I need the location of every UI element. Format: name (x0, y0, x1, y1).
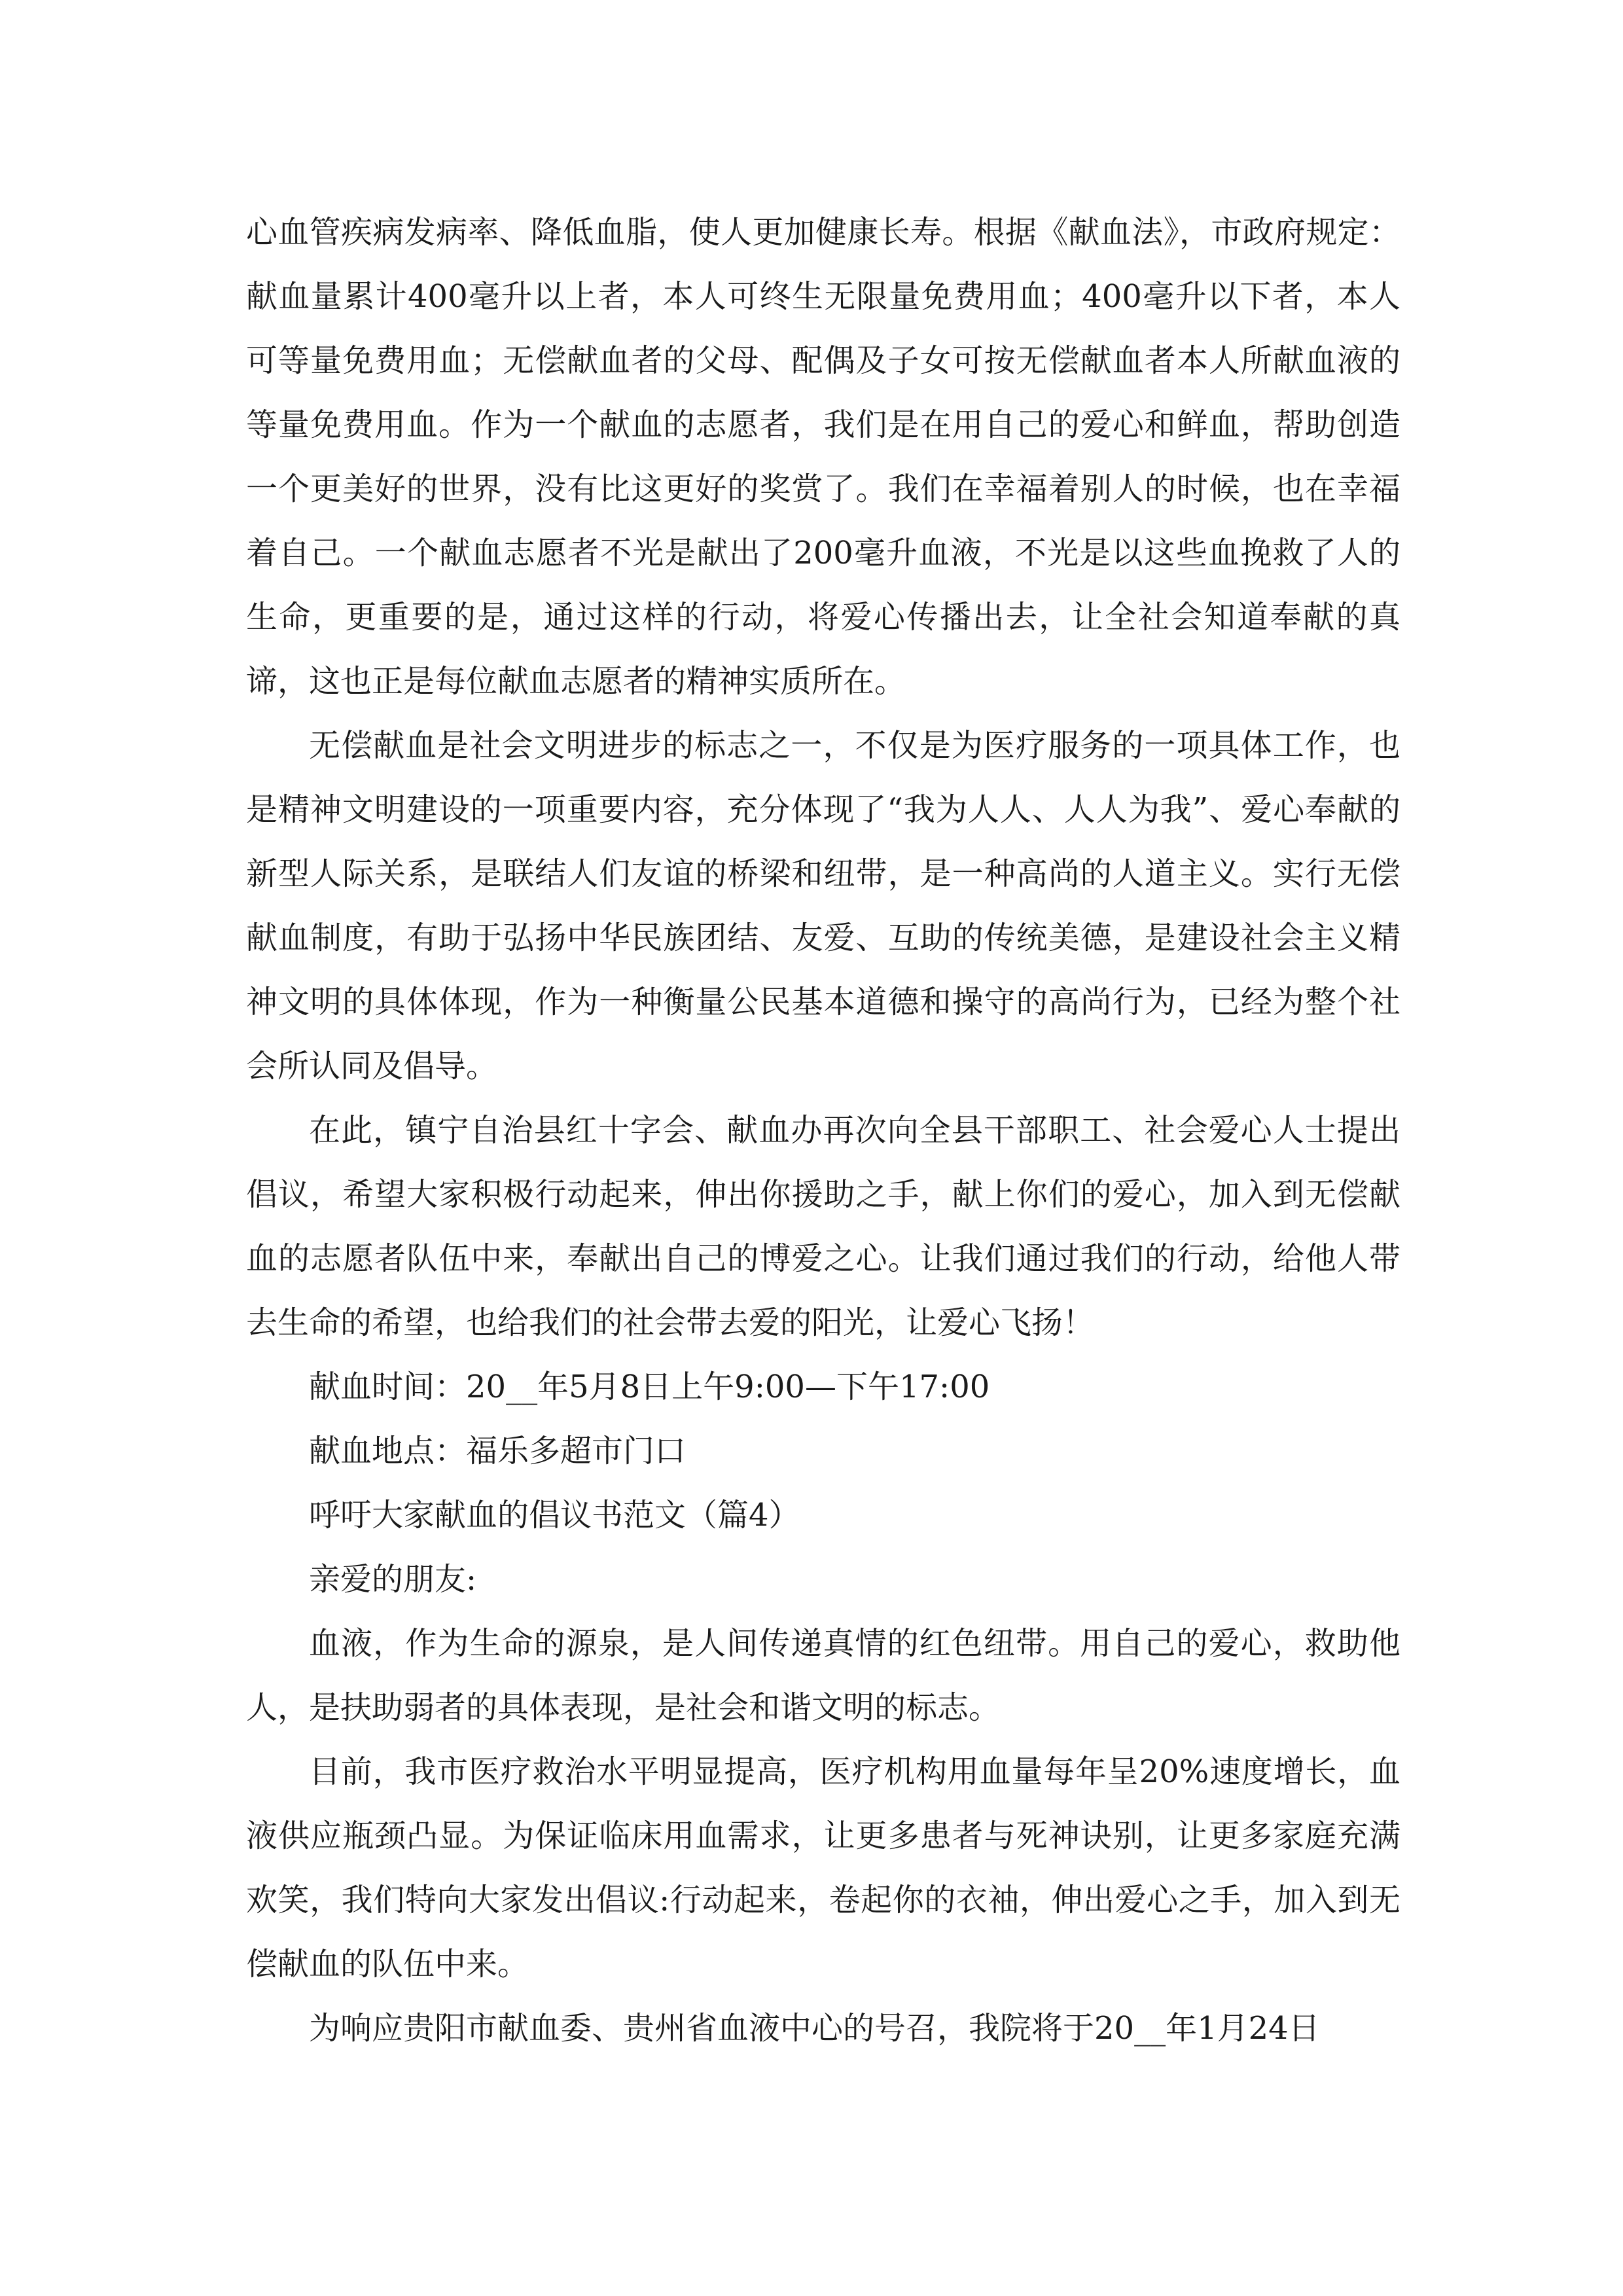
paragraph-blood-donation-benefits: 心血管疾病发病率、降低血脂，使人更加健康长寿。根据《献血法》，市政府规定：献血量累计400毫升以上者，本人可终生无限量免费用血；400毫升以下者，本人可等量免费用血；无偿献血者的父母、配偶及子女可按无偿献血者本人所献血液的等量免费用血。作为一个献血的志愿者，我们是在用自己的爱心和鲜血，帮助创造一个更美好的世界，没有比这更好的奖赏了。我们在幸福着别人的时候，也在幸福着自己。一个献血志愿者不光是献出了200毫升血液，不光是以这些血挽救了人的生命，更重要的是，通过这样的行动，将爱心传播出去，让全社会知道奉献的真谛，这也正是每位献血志愿者的精神实质所在。 (246, 214, 1400, 700)
paragraph-hospital-response: 为响应贵阳市献血委、贵州省血液中心的号召，我院将于20__年1月24日 (309, 2010, 1320, 2047)
salutation-line: 亲爱的朋友: (309, 1561, 477, 1598)
section-heading-article-4: 呼吁大家献血的倡议书范文（篇4） (309, 1497, 800, 1534)
donation-location-line: 献血地点：福乐多超市门口 (309, 1433, 687, 1469)
paragraph-civilization-sign: 无偿献血是社会文明进步的标志之一，不仅是为医疗服务的一项具体工作，也是精神文明建设的一项重要内容，充分体现了“我为人人、人人为我”、爱心奉献的新型人际关系，是联结人们友谊的桥梁和纽带，是一种高尚的人道主义。实行无偿献血制度，有助于弘扬中华民族团结、友爱、互助的传统美德，是建设社会主义精神文明的具体体现，作为一种衡量公民基本道德和操守的高尚行为，已经为整个社会所认同及倡导。 (246, 727, 1400, 1085)
paragraph-city-blood-demand: 目前，我市医疗救治水平明显提高，医疗机构用血量每年呈20%速度增长，血液供应瓶颈凸显。为保证临床用血需求，让更多患者与死神诀别，让更多家庭充满欢笑，我们特向大家发出倡议:行动起来，卷起你的衣袖，伸出爱心之手，加入到无偿献血的队伍中来。 (246, 1753, 1400, 1982)
donation-time-line: 献血时间：20__年5月8日上午9:00—下午17:00 (309, 1369, 990, 1405)
paragraph-red-cross-proposal: 在此，镇宁自治县红十字会、献血办再次向全县干部职工、社会爱心人士提出倡议，希望大家积极行动起来，伸出你援助之手，献上你们的爱心，加入到无偿献血的志愿者队伍中来，奉献出自己的博爱之心。让我们通过我们的行动，给他人带去生命的希望，也给我们的社会带去爱的阳光，让爱心飞扬！ (246, 1112, 1400, 1341)
paragraph-blood-source-of-life: 血液，作为生命的源泉，是人间传递真情的红色纽带。用自己的爱心，救助他人，是扶助弱者的具体表现，是社会和谐文明的标志。 (246, 1625, 1400, 1726)
document-body (246, 200, 1400, 2060)
